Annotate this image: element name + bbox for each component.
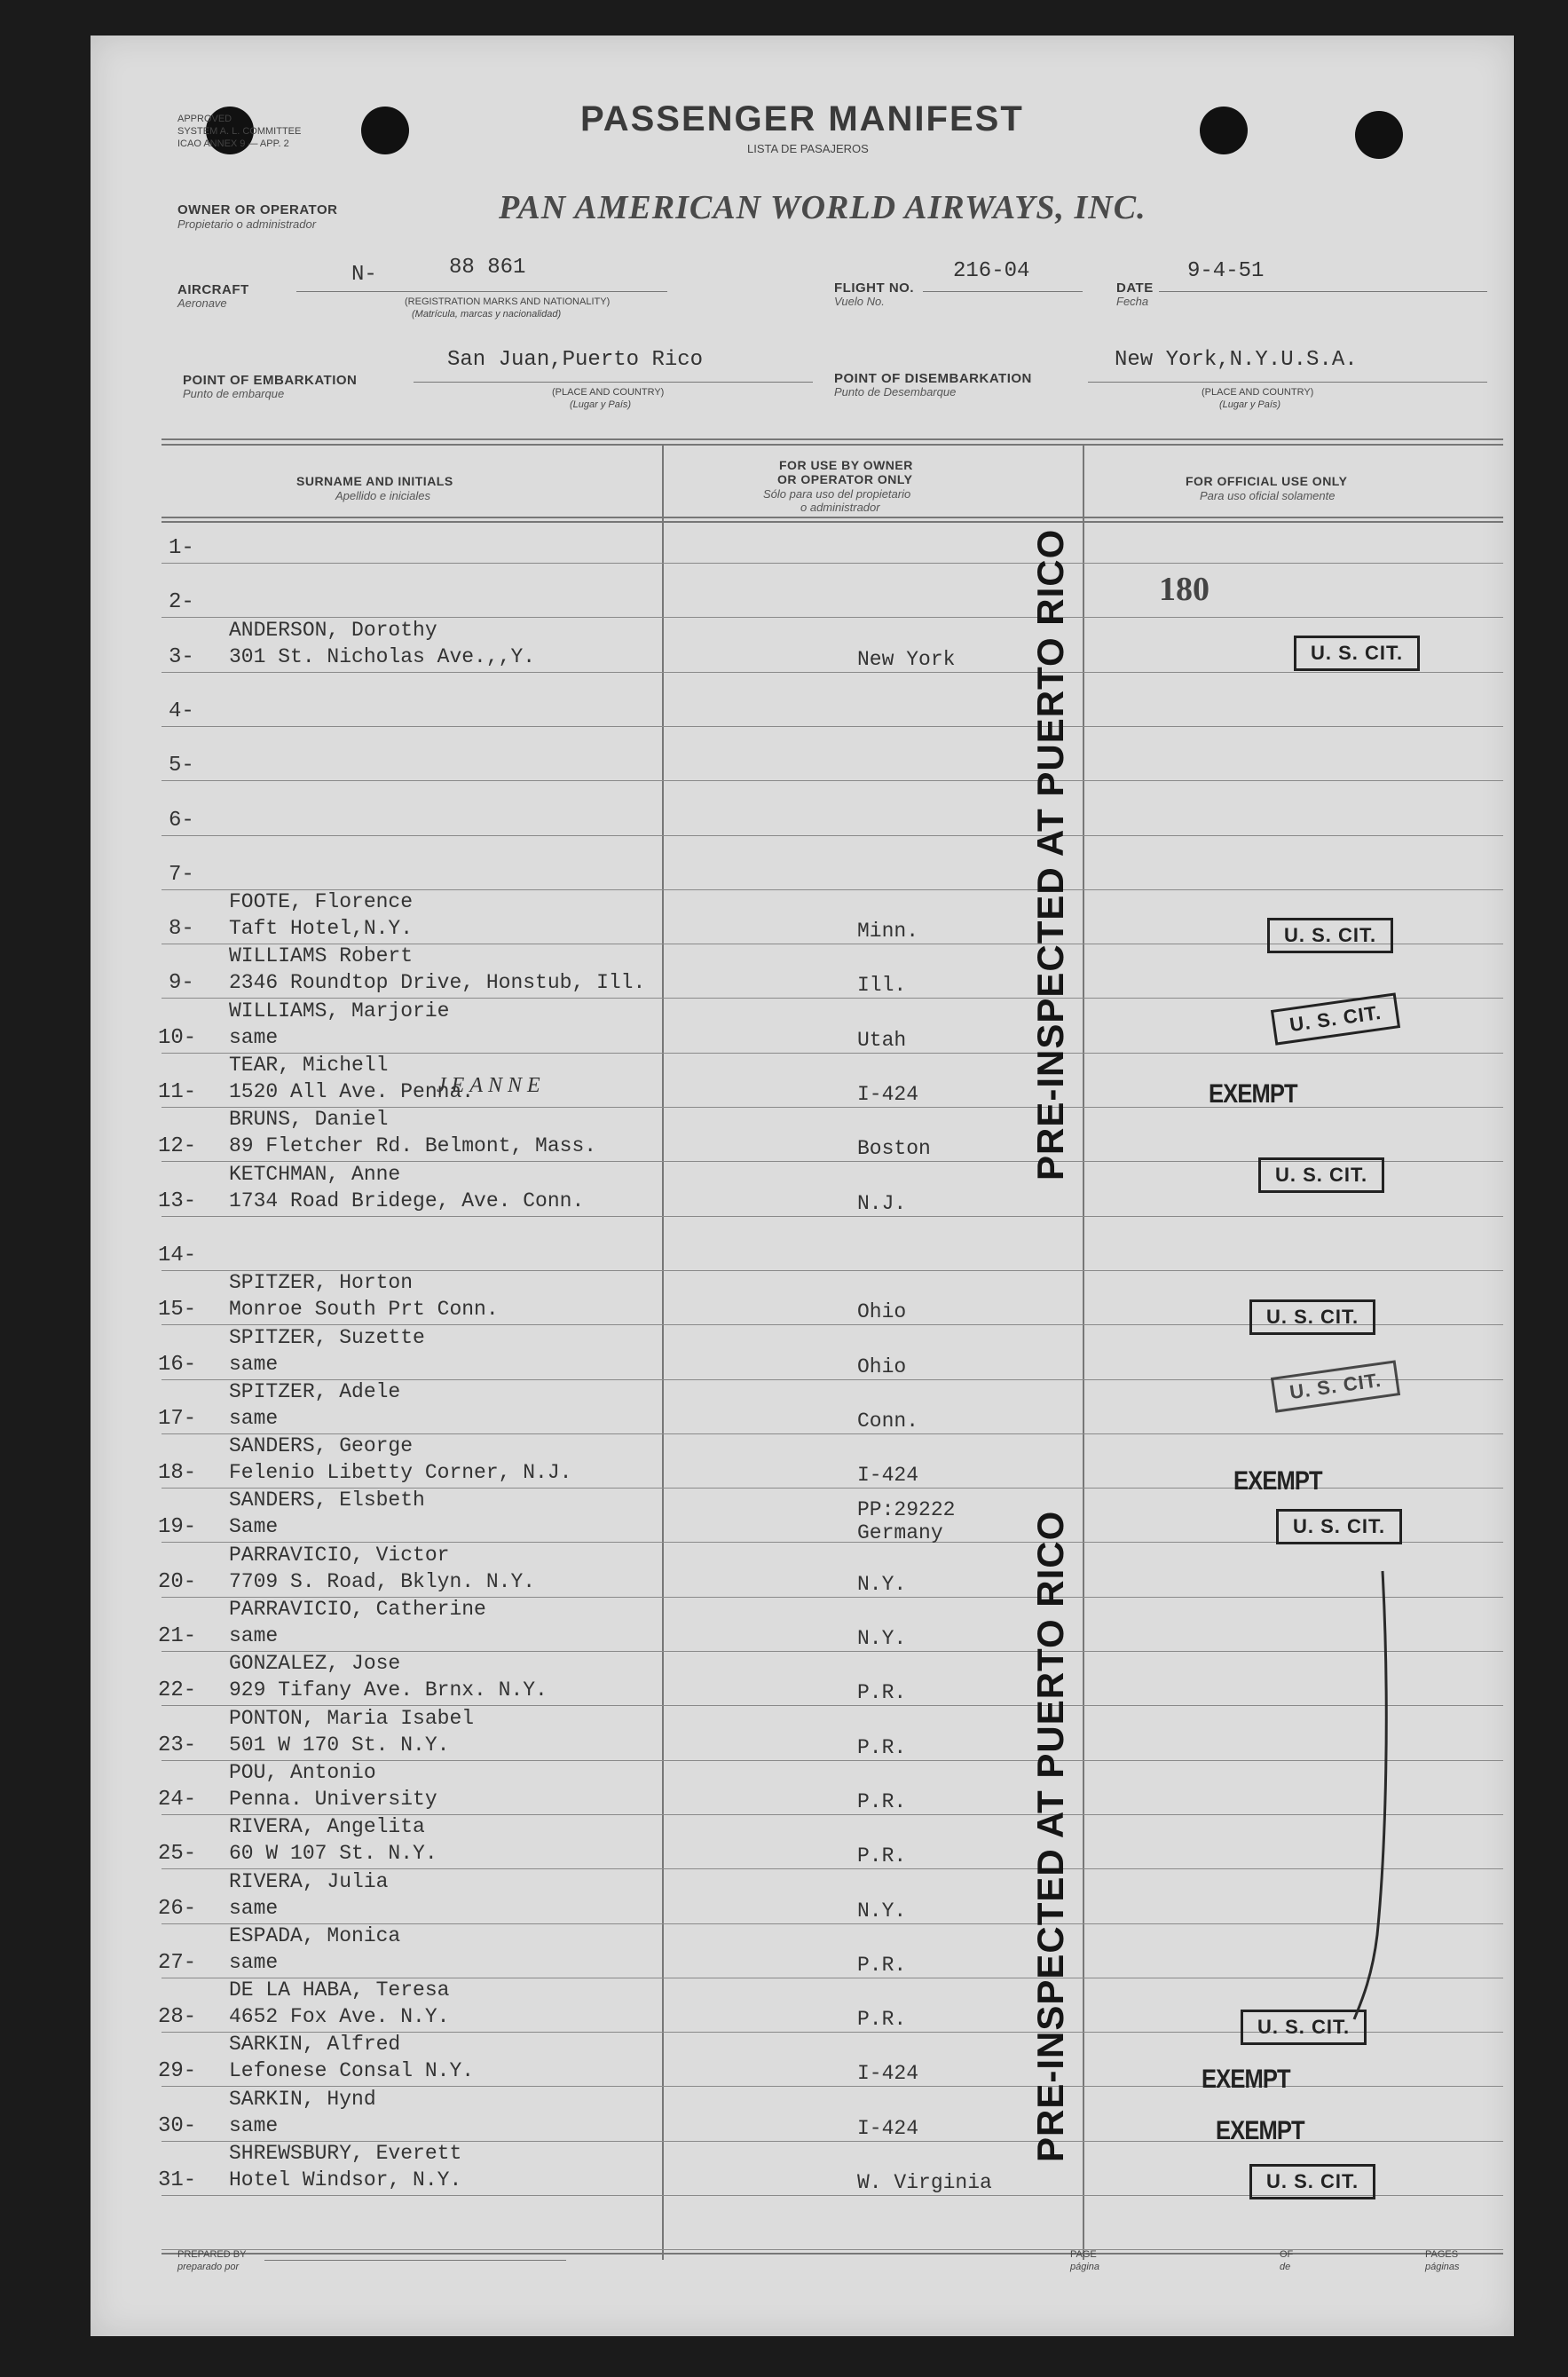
col1-header: SURNAME AND INITIALS <box>296 474 453 488</box>
row-number: 4- <box>169 699 194 723</box>
passenger-name: SHREWSBURY, Everett <box>229 2142 462 2165</box>
page-sublabel: página <box>1070 2262 1100 2272</box>
row-number: 16- <box>158 1352 197 1377</box>
passenger-address: 2346 Roundtop Drive, Honstub, Ill. <box>229 971 646 995</box>
pages-sublabel: páginas <box>1425 2262 1460 2272</box>
ruled-line <box>162 1216 1503 1217</box>
passenger-address: Penna. University <box>229 1787 437 1811</box>
row-number: 10- <box>158 1025 197 1050</box>
operator-info: I-424 <box>857 1464 919 1488</box>
operator-info: Ill. <box>857 974 907 998</box>
operator-info-extra: Germany <box>857 1521 943 1545</box>
operator-info: P.R. <box>857 1789 907 1813</box>
passenger-name: DE LA HABA, Teresa <box>229 1978 450 2002</box>
col2-header-2: OR OPERATOR ONLY <box>777 472 913 486</box>
owner-value: PAN AMERICAN WORLD AIRWAYS, INC. <box>499 189 1146 226</box>
disembark-place-label: (PLACE AND COUNTRY) <box>1202 387 1314 398</box>
owner-sublabel: Propietario o administrador <box>177 217 317 231</box>
approval-line-3: ICAO ANNEX 9 — APP. 2 <box>177 138 289 149</box>
page-title: PASSENGER MANIFEST <box>580 99 1024 138</box>
table-top-line-1 <box>162 438 1503 440</box>
row-number: 6- <box>169 808 194 833</box>
col2-header-1: FOR USE BY OWNER <box>779 458 913 472</box>
operator-info: Minn. <box>857 920 919 944</box>
header-bottom-line-1 <box>162 517 1503 518</box>
passenger-address: 929 Tifany Ave. Brnx. N.Y. <box>229 1678 548 1702</box>
passenger-name: SPITZER, Horton <box>229 1271 414 1295</box>
col3-header: FOR OFFICIAL USE ONLY <box>1186 474 1348 488</box>
operator-info: Ohio <box>857 1300 907 1324</box>
row-number: 1- <box>169 536 194 560</box>
embark-sublabel: Punto de embarque <box>183 387 285 400</box>
passenger-name: RIVERA, Julia <box>229 1869 389 1893</box>
operator-info: Ohio <box>857 1354 907 1378</box>
row-number: 31- <box>158 2168 197 2192</box>
row-number: 26- <box>158 1896 197 1921</box>
row-number: 12- <box>158 1134 197 1159</box>
ruled-line <box>162 780 1503 781</box>
prepared-underline <box>264 2260 566 2261</box>
column-divider-1 <box>662 444 664 2260</box>
owner-label: OWNER OR OPERATOR <box>177 202 338 217</box>
passenger-address: same <box>229 2113 279 2137</box>
passenger-address: 1734 Road Bridege, Ave. Conn. <box>229 1188 585 1212</box>
disembark-value: New York,N.Y.U.S.A. <box>1115 348 1358 372</box>
of-sublabel: de <box>1280 2262 1291 2272</box>
embark-underline <box>414 382 813 383</box>
manifest-sheet <box>91 36 1514 2336</box>
passenger-address: same <box>229 1624 279 1647</box>
operator-info: I-424 <box>857 1083 919 1106</box>
exempt-stamp-row30: EXEMPT <box>1216 2116 1304 2145</box>
col1-subheader: Apellido e iniciales <box>335 489 430 502</box>
passenger-address: Felenio Libetty Corner, N.J. <box>229 1461 572 1485</box>
row-number: 5- <box>169 754 194 778</box>
registration-label: (REGISTRATION MARKS AND NATIONALITY) <box>405 296 611 307</box>
passenger-name: PONTON, Maria Isabel <box>229 1706 475 1730</box>
disembark-underline <box>1088 382 1487 383</box>
row-number: 13- <box>158 1188 197 1213</box>
pages-label: PAGES <box>1425 2249 1459 2260</box>
passenger-name: RIVERA, Angelita <box>229 1815 425 1839</box>
ruled-line <box>162 672 1503 673</box>
passenger-address: 301 St. Nicholas Ave.,,Y. <box>229 644 536 668</box>
us-cit-stamp-row12: U. S. CIT. <box>1258 1157 1384 1193</box>
row-number: 8- <box>169 917 194 942</box>
passenger-name: KETCHMAN, Anne <box>229 1162 401 1186</box>
passenger-name: SPITZER, Adele <box>229 1379 401 1403</box>
us-cit-stamp-row16: U. S. CIT. <box>1271 1360 1400 1412</box>
row-number: 29- <box>158 2059 197 2084</box>
passenger-name: WILLIAMS, Marjorie <box>229 999 450 1023</box>
registration-sublabel: (Matrícula, marcas y nacionalidad) <box>412 309 562 320</box>
passenger-name: SANDERS, George <box>229 1434 414 1458</box>
exempt-stamp-row29: EXEMPT <box>1202 2065 1290 2094</box>
page-subtitle: LISTA DE PASAJEROS <box>747 142 869 155</box>
us-cit-stamp-row19: U. S. CIT. <box>1276 1509 1402 1544</box>
flight-underline <box>923 291 1083 292</box>
row-number: 17- <box>158 1406 197 1431</box>
operator-info: P.R. <box>857 1844 907 1868</box>
passenger-name: WILLIAMS Robert <box>229 944 414 968</box>
disembark-sublabel: Punto de Desembarque <box>834 385 957 399</box>
passenger-address: Monroe South Prt Conn. <box>229 1298 499 1322</box>
of-label: OF <box>1280 2249 1294 2260</box>
operator-info: Conn. <box>857 1409 919 1433</box>
passenger-address: 4652 Fox Ave. N.Y. <box>229 2005 450 2029</box>
operator-info: N.Y. <box>857 1899 907 1923</box>
approval-line-1: APPROVED <box>177 114 232 124</box>
passenger-name: SPITZER, Suzette <box>229 1325 425 1349</box>
row-number: 21- <box>158 1624 197 1648</box>
col2-subheader-1: Sólo para uso del propietario <box>763 487 911 501</box>
passenger-address: 1520 All Ave. Penna. <box>229 1080 475 1103</box>
header-bottom-line-2 <box>162 521 1503 523</box>
operator-info: P.R. <box>857 2008 907 2032</box>
row-number: 22- <box>158 1678 197 1703</box>
operator-info: N.Y. <box>857 1572 907 1596</box>
passenger-address: 60 W 107 St. N.Y. <box>229 1842 437 1866</box>
operator-info: W. Virginia <box>857 2171 992 2194</box>
row-number: 14- <box>158 1243 197 1267</box>
row-number: 23- <box>158 1733 197 1757</box>
disembark-label: POINT OF DISEMBARKATION <box>834 371 1032 386</box>
row-number: 28- <box>158 2005 197 2030</box>
operator-info: Boston <box>857 1137 931 1161</box>
prepared-label: PREPARED BY <box>177 2249 247 2260</box>
passenger-name: POU, Antonio <box>229 1760 376 1784</box>
embark-value: San Juan,Puerto Rico <box>447 348 704 372</box>
us-cit-stamp-row10: U. S. CIT. <box>1271 992 1400 1045</box>
passenger-address: Lefonese Consal N.Y. <box>229 2059 475 2083</box>
table-bottom-line <box>162 2253 1503 2255</box>
row-number: 19- <box>158 1515 197 1540</box>
row-number: 9- <box>169 971 194 996</box>
passenger-name: PARRAVICIO, Catherine <box>229 1598 486 1621</box>
row-number: 20- <box>158 1569 197 1594</box>
handwritten-bracket-mark <box>1351 1562 1404 2024</box>
us-cit-stamp-row3: U. S. CIT. <box>1294 636 1420 671</box>
us-cit-stamp-row31: U. S. CIT. <box>1249 2164 1375 2199</box>
date-sublabel: Fecha <box>1116 295 1149 308</box>
row-number: 7- <box>169 862 194 887</box>
aircraft-prefix: N- <box>351 263 377 287</box>
passenger-address: same <box>229 1950 279 1974</box>
ruled-line <box>162 835 1503 836</box>
disembark-place-sublabel: (Lugar y País) <box>1219 399 1281 410</box>
col2-subheader-2: o administrador <box>800 501 880 514</box>
passenger-address: 89 Fletcher Rd. Belmont, Mass. <box>229 1134 597 1158</box>
embark-place-label: (PLACE AND COUNTRY) <box>552 387 665 398</box>
row-number: 2- <box>169 590 194 615</box>
exempt-stamp-row11: EXEMPT <box>1209 1079 1297 1109</box>
passenger-name: TEAR, Michell <box>229 1054 389 1077</box>
page-label: PAGE <box>1070 2249 1097 2260</box>
operator-info: I-424 <box>857 2116 919 2140</box>
date-value: 9-4-51 <box>1187 259 1265 283</box>
passenger-name: PARRAVICIO, Victor <box>229 1543 450 1567</box>
operator-info: P.R. <box>857 1735 907 1759</box>
prepared-sublabel: preparado por <box>177 2262 240 2272</box>
row-number: 24- <box>158 1787 197 1812</box>
operator-info: P.R. <box>857 1953 907 1977</box>
row-number: 30- <box>158 2113 197 2138</box>
preinspected-stamp-lower: PRE-INSPECTED AT PUERTO RICO <box>1029 1510 1071 2162</box>
aircraft-value: 88 861 <box>449 256 526 280</box>
embark-label: POINT OF EMBARKATION <box>183 373 358 388</box>
passenger-address: Taft Hotel,N.Y. <box>229 917 414 941</box>
preinspected-stamp-upper: PRE-INSPECTED AT PUERTO RICO <box>1029 528 1071 1181</box>
us-cit-stamp-row28: U. S. CIT. <box>1241 2010 1367 2045</box>
passenger-address: Same <box>229 1515 279 1539</box>
operator-info: PP:29222 <box>857 1498 956 1522</box>
handwritten-note: JEANNE <box>437 1074 546 1097</box>
column-divider-2 <box>1083 444 1084 2260</box>
flight-sublabel: Vuelo No. <box>834 295 885 308</box>
punch-hole-4 <box>1355 111 1403 159</box>
row-number: 25- <box>158 1842 197 1867</box>
operator-info: I-424 <box>857 2062 919 2086</box>
aircraft-sublabel: Aeronave <box>177 296 227 310</box>
col3-subheader: Para uso oficial solamente <box>1200 489 1336 502</box>
exempt-stamp-row18: EXEMPT <box>1233 1466 1322 1496</box>
embark-place-sublabel: (Lugar y País) <box>570 399 632 410</box>
aircraft-label: AIRCRAFT <box>177 282 249 297</box>
punch-hole-2 <box>361 107 409 154</box>
operator-info: New York <box>857 647 956 671</box>
passenger-address: same <box>229 1352 279 1376</box>
passenger-address: same <box>229 1025 279 1049</box>
row-number: 3- <box>169 644 194 669</box>
passenger-name: SARKIN, Hynd <box>229 2087 376 2111</box>
date-label: DATE <box>1116 280 1154 296</box>
row-number: 15- <box>158 1298 197 1323</box>
row-number: 11- <box>158 1080 197 1104</box>
approval-line-2: SYSTEM A. L. COMMITTEE <box>177 126 302 137</box>
passenger-address: 7709 S. Road, Bklyn. N.Y. <box>229 1569 536 1593</box>
passenger-name: SARKIN, Alfred <box>229 2033 401 2057</box>
date-underline <box>1159 291 1487 292</box>
passenger-address: same <box>229 1896 279 1920</box>
ruled-line <box>162 563 1503 564</box>
passenger-name: ANDERSON, Dorothy <box>229 618 437 642</box>
passenger-address: same <box>229 1406 279 1430</box>
operator-info: N.J. <box>857 1191 907 1215</box>
flight-label: FLIGHT NO. <box>834 280 914 296</box>
ruled-line <box>162 2249 1503 2250</box>
us-cit-stamp-row15: U. S. CIT. <box>1249 1299 1375 1335</box>
operator-info: Utah <box>857 1028 907 1052</box>
passenger-name: SANDERS, Elsbeth <box>229 1489 425 1512</box>
operator-info: P.R. <box>857 1681 907 1705</box>
table-top-line-2 <box>162 444 1503 446</box>
official-number: 180 <box>1159 571 1209 608</box>
row-number: 27- <box>158 1950 197 1975</box>
flight-value: 216-04 <box>953 259 1030 283</box>
operator-info: N.Y. <box>857 1627 907 1650</box>
passenger-name: ESPADA, Monica <box>229 1923 401 1947</box>
passenger-name: BRUNS, Daniel <box>229 1108 389 1132</box>
us-cit-stamp-row8: U. S. CIT. <box>1267 918 1393 953</box>
ruled-line <box>162 726 1503 727</box>
passenger-address: 501 W 170 St. N.Y. <box>229 1733 450 1757</box>
passenger-address: Hotel Windsor, N.Y. <box>229 2168 462 2191</box>
passenger-name: GONZALEZ, Jose <box>229 1652 401 1676</box>
punch-hole-3 <box>1200 107 1248 154</box>
aircraft-underline <box>296 291 667 292</box>
row-number: 18- <box>158 1461 197 1486</box>
passenger-name: FOOTE, Florence <box>229 890 414 914</box>
